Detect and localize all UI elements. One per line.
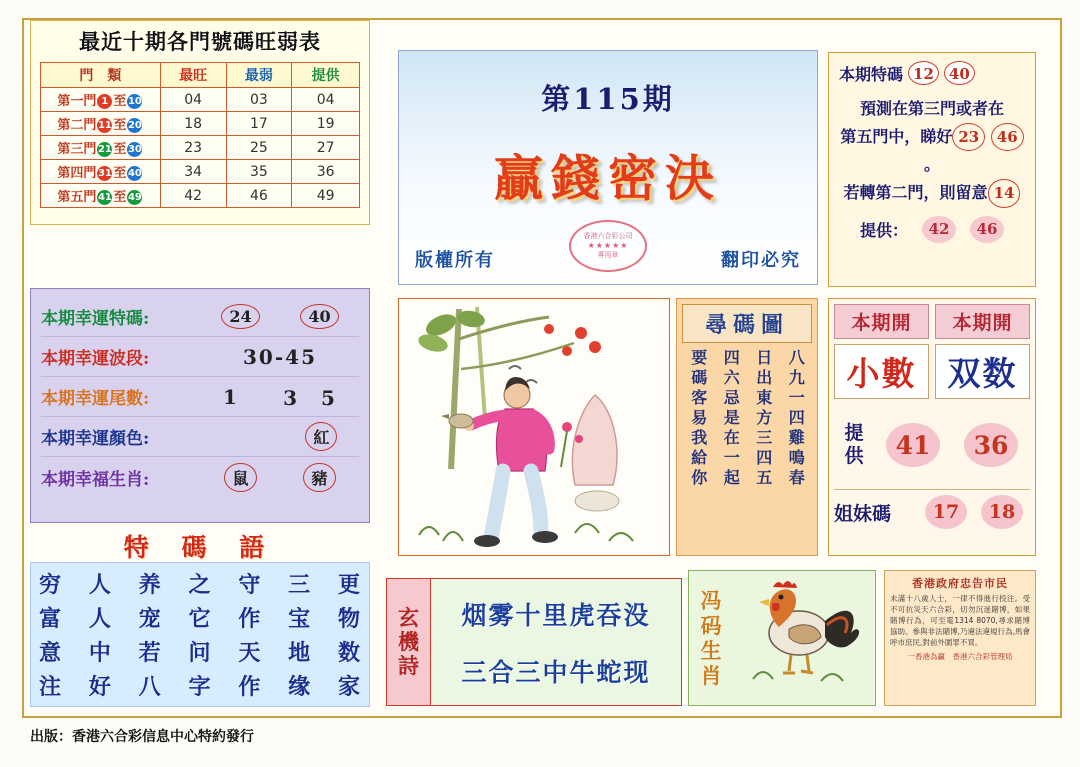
xuanji-label: 玄 機 詩 <box>387 579 431 705</box>
lucky-label: 本期幸運特碼: <box>41 309 150 329</box>
sister-code-row <box>834 489 1030 529</box>
lucky-zodiac-1: 鼠 <box>224 463 256 492</box>
th-category: 門 類 <box>41 63 161 88</box>
draw-header-right: 本期開 <box>935 304 1030 339</box>
prediction-line-1: 預測在第三門或者在 <box>859 99 1004 118</box>
rooster-icon <box>733 571 873 703</box>
xunma-column: 四六忌是在一起 <box>721 349 741 489</box>
illustration-panel <box>398 298 670 556</box>
draw-value-even: 双数 <box>935 344 1030 399</box>
ball-start: 31 <box>97 168 112 179</box>
row-label: 第四門 31 至 40 <box>41 160 161 184</box>
prediction-line-3: 若轉第二門，則留意 14 <box>839 179 1025 207</box>
special-code-label: 本期特碼 <box>839 64 904 84</box>
lucky-row-special-code <box>41 297 359 337</box>
poem-box <box>30 562 370 707</box>
copyright-left: 版權所有 <box>415 250 495 271</box>
notice-footer: 一香港為贏 香港六合彩管理局 <box>907 652 1013 662</box>
sister-code-numbers <box>918 495 1030 529</box>
cell-provide: 04 <box>292 88 360 112</box>
draw-header-left: 本期開 <box>834 304 929 339</box>
prediction-num-46: 46 <box>991 123 1024 151</box>
lucky-values <box>201 422 359 451</box>
illustration-figure <box>399 299 669 555</box>
table-row <box>41 136 360 160</box>
xunma-title: 尋碼圖 <box>682 304 812 343</box>
draw-provide-row <box>834 405 1030 485</box>
banner-title: 贏錢密決 <box>493 149 722 207</box>
table-row <box>41 88 360 112</box>
cell-hot: 04 <box>160 88 226 112</box>
ball-start: 41 <box>97 192 112 203</box>
issue-number: 第115期 <box>541 82 675 116</box>
lucky-label: 本期幸運尾數: <box>41 389 150 409</box>
xunma-panel <box>676 298 818 556</box>
cell-hot: 34 <box>160 160 226 184</box>
cell-hot: 23 <box>160 136 226 160</box>
table-row <box>41 112 360 136</box>
special-code-num-1: 12 <box>908 61 939 85</box>
ball-end: 49 <box>127 192 142 203</box>
cell-cold: 46 <box>226 184 292 208</box>
publisher-footer: 出版：香港六合彩信息中心特約發行 <box>30 729 254 745</box>
seal-bottom-text: 專用章 <box>597 251 619 259</box>
xuanji-poem-box <box>386 578 682 706</box>
lucky-row-wave <box>41 337 359 377</box>
th-provide: 提供 <box>292 63 360 88</box>
cell-provide: 27 <box>292 136 360 160</box>
draw-header-row <box>834 304 1030 339</box>
special-code-row <box>839 61 1025 85</box>
xunma-column: 要碼客易我給你 <box>688 349 708 489</box>
cell-cold: 03 <box>226 88 292 112</box>
draw-big-row <box>834 344 1030 399</box>
draw-value-small: 小數 <box>834 344 929 399</box>
cell-cold: 35 <box>226 160 292 184</box>
sister-number-2: 18 <box>981 495 1023 529</box>
lucky-value-2: 40 <box>300 304 338 329</box>
ball-start: 11 <box>97 120 112 131</box>
table-header-row <box>41 63 360 88</box>
rank-table-block <box>30 20 370 225</box>
lucky-values <box>201 382 359 411</box>
poem-line: 注 好 八 字 作 缘 家 <box>39 673 361 700</box>
zodiac-art <box>733 571 875 705</box>
special-code-num-2: 40 <box>944 61 975 85</box>
cell-provide: 36 <box>292 160 360 184</box>
banner-bottom-row <box>399 220 817 272</box>
xunma-column: 八九一四雞鳴春 <box>786 349 806 489</box>
cell-cold: 17 <box>226 112 292 136</box>
special-provide-row <box>839 216 1025 243</box>
sister-code-label: 姐妹碼 <box>834 502 892 525</box>
lucky-row-color <box>41 417 359 457</box>
poem-title: 特 碼 語 <box>123 533 277 562</box>
provide-number-2: 36 <box>964 423 1018 467</box>
special-code-box <box>828 52 1036 287</box>
provide-num-2: 46 <box>970 216 1004 243</box>
provide-num-1: 42 <box>922 216 956 243</box>
table-row <box>41 184 360 208</box>
copyright-right: 翻印必究 <box>721 250 801 271</box>
lucky-label: 本期幸福生肖: <box>41 469 150 490</box>
government-notice <box>884 570 1036 706</box>
ball-start: 1 <box>97 94 112 109</box>
row-label: 第一門 1 至 10 <box>41 88 161 112</box>
poem-line: 意 中 若 问 天 地 数 <box>39 639 361 666</box>
lucky-zodiac-2: 豬 <box>303 463 335 492</box>
rank-table <box>40 62 360 208</box>
special-prediction-text <box>839 95 1025 208</box>
provide-vertical-label: 提 供 <box>844 422 864 467</box>
row-label: 第五門 41 至 49 <box>41 184 161 208</box>
ball-start: 21 <box>97 144 112 155</box>
lucky-value-1: 30-45 <box>243 344 317 369</box>
zodiac-panel <box>688 570 876 706</box>
th-hot: 最旺 <box>160 63 226 88</box>
current-draw-panel <box>828 298 1036 556</box>
lucky-value-1: 1 <box>223 384 239 409</box>
cell-provide: 19 <box>292 112 360 136</box>
table-row <box>41 160 360 184</box>
lucky-row-zodiac <box>41 457 359 497</box>
lucky-values <box>201 304 359 329</box>
row-label: 第二門 11 至 20 <box>41 112 161 136</box>
lucky-value-color: 紅 <box>305 422 337 451</box>
th-cold: 最弱 <box>226 63 292 88</box>
seal-top-text: 香港六合彩公司 <box>583 232 633 241</box>
cell-hot: 18 <box>160 112 226 136</box>
xunma-column: 日出東方三四五 <box>753 349 773 489</box>
sister-number-1: 17 <box>925 495 967 529</box>
poem-line: 穷 人 养 之 守 三 更 <box>39 572 361 599</box>
ball-end: 40 <box>127 168 142 179</box>
xuanji-line-1: 烟雾十里虎吞没 <box>461 600 651 630</box>
poem-line: 富 人 宠 它 作 宝 物 <box>39 606 361 633</box>
xuanji-body <box>431 579 681 705</box>
notice-title: 香港政府忠告市民 <box>912 577 1008 590</box>
lucky-value-2: 3 5 <box>283 386 337 410</box>
lucky-values <box>201 463 359 492</box>
provide-numbers <box>874 405 1030 485</box>
cell-cold: 25 <box>226 136 292 160</box>
lucky-row-tail <box>41 377 359 417</box>
lucky-label: 本期幸運波段: <box>41 349 150 369</box>
prediction-line-2: 第五門中，睇好 23 46。 <box>839 123 1025 179</box>
rank-table-title: 最近十期各門號碼旺弱表 <box>79 29 321 54</box>
lucky-value-1: 24 <box>221 304 259 329</box>
ball-end: 30 <box>127 144 142 155</box>
prediction-num-23: 23 <box>952 123 985 151</box>
cell-hot: 42 <box>160 184 226 208</box>
provide-number-1: 41 <box>886 423 940 467</box>
ball-end: 20 <box>127 120 142 131</box>
prediction-num-14: 14 <box>988 179 1021 207</box>
title-banner <box>398 50 818 285</box>
lucky-values <box>201 345 359 369</box>
notice-body: 未滿十八歲人士，一律不得進行投注。受不可抗災天六合彩，切勿沉迷賭博，如果賭博行為，可至電1314 8070,尋求賭博協助。參與非法賭博,乃違法違規行為,馬會呼市庶民,對前外圍罪不買。 <box>890 594 1030 647</box>
xunma-columns <box>682 349 812 545</box>
lucky-panel <box>30 288 370 523</box>
row-label: 第三門 21 至 30 <box>41 136 161 160</box>
official-seal-icon <box>569 220 647 272</box>
cell-provide: 49 <box>292 184 360 208</box>
zodiac-label: 冯 码 生 肖 <box>700 587 722 689</box>
ball-end: 10 <box>127 96 142 107</box>
lucky-label: 本期幸運顏色: <box>41 429 150 449</box>
provide-label: 提供： <box>859 220 908 240</box>
xuanji-line-2: 三合三中牛蛇现 <box>461 657 651 687</box>
seal-stars: ★★★★★ <box>587 241 629 250</box>
